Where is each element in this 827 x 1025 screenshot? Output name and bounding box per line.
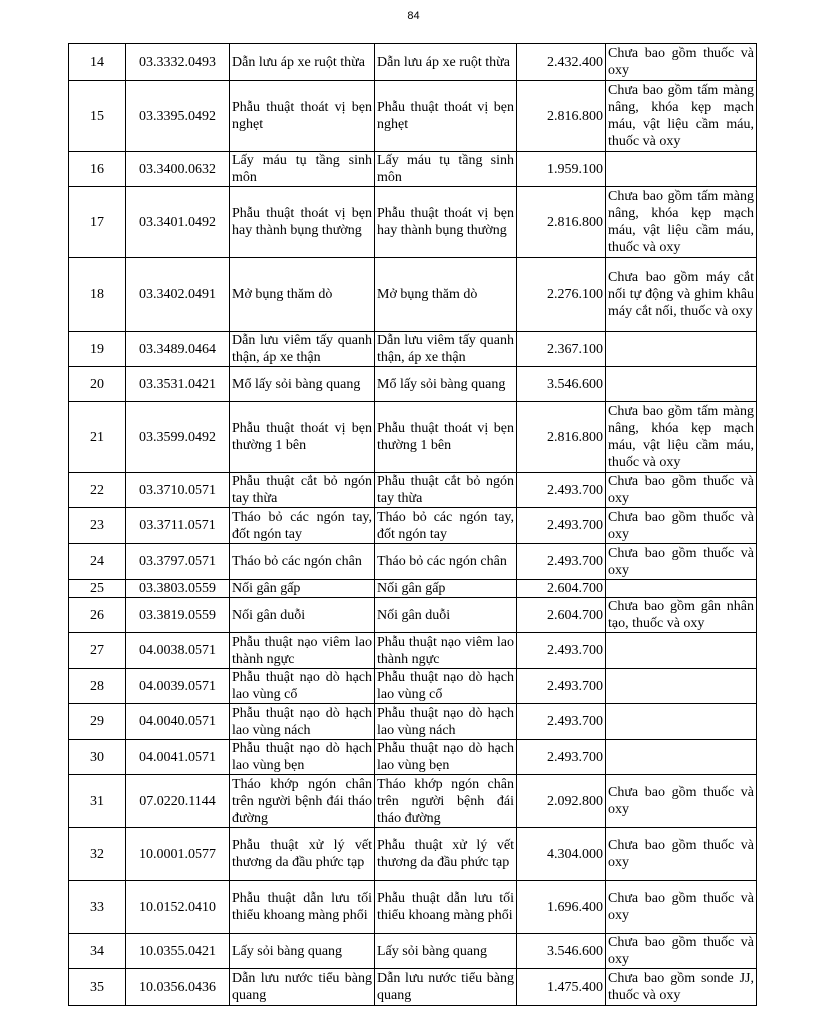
service-code-cell: 07.0220.1144 (126, 775, 230, 828)
service-name-approved-cell: Tháo bỏ các ngón chân (375, 544, 517, 580)
service-code-cell: 10.0356.0436 (126, 969, 230, 1006)
service-code-cell: 03.3599.0492 (126, 402, 230, 473)
service-name-approved-cell: Phẫu thuật thoát vị bẹn hay thành bụng thường (375, 187, 517, 258)
service-name-approved-cell: Dẫn lưu viêm tấy quanh thận, áp xe thận (375, 332, 517, 367)
service-name-approved-cell: Tháo khớp ngón chân trên người bệnh đái tháo đường (375, 775, 517, 828)
service-name-approved-cell: Phẫu thuật cắt bỏ ngón tay thừa (375, 473, 517, 508)
price-cell: 2.816.800 (517, 402, 606, 473)
row-number-cell: 24 (69, 544, 126, 580)
note-cell: Chưa bao gồm thuốc và oxy (606, 828, 757, 881)
note-cell: Chưa bao gồm thuốc và oxy (606, 473, 757, 508)
note-cell: Chưa bao gồm thuốc và oxy (606, 508, 757, 544)
service-name-cell: Phẫu thuật thoát vị bẹn nghẹt (230, 81, 375, 152)
service-name-approved-cell: Phẫu thuật nạo dò hạch lao vùng nách (375, 704, 517, 740)
note-cell (606, 332, 757, 367)
note-cell (606, 152, 757, 187)
table-row (69, 580, 757, 598)
table-row (69, 44, 757, 81)
table-row (69, 544, 757, 580)
service-name-cell: Tháo bỏ các ngón chân (230, 544, 375, 580)
table-body (69, 44, 757, 1006)
service-code-cell: 10.0152.0410 (126, 881, 230, 934)
service-code-cell: 03.3400.0632 (126, 152, 230, 187)
price-cell: 1.696.400 (517, 881, 606, 934)
row-number-cell: 22 (69, 473, 126, 508)
note-cell: Chưa bao gồm thuốc và oxy (606, 44, 757, 81)
service-name-approved-cell: Phẫu thuật nạo viêm lao thành ngực (375, 633, 517, 669)
service-name-approved-cell: Tháo bỏ các ngón tay, đốt ngón tay (375, 508, 517, 544)
table-row (69, 367, 757, 402)
row-number-cell: 20 (69, 367, 126, 402)
service-name-approved-cell: Phẫu thuật dẫn lưu tối thiểu khoang màng phổi (375, 881, 517, 934)
note-cell: Chưa bao gồm tấm màng nâng, khóa kẹp mạch máu, vật liệu cầm máu, thuốc và oxy (606, 81, 757, 152)
price-cell: 2.493.700 (517, 473, 606, 508)
price-cell: 1.959.100 (517, 152, 606, 187)
note-cell (606, 580, 757, 598)
service-code-cell: 03.3711.0571 (126, 508, 230, 544)
service-code-cell: 03.3401.0492 (126, 187, 230, 258)
service-name-approved-cell: Mở bụng thăm dò (375, 258, 517, 332)
price-cell: 2.604.700 (517, 580, 606, 598)
price-cell: 2.432.400 (517, 44, 606, 81)
price-cell: 4.304.000 (517, 828, 606, 881)
service-code-cell: 03.3531.0421 (126, 367, 230, 402)
row-number-cell: 34 (69, 934, 126, 969)
row-number-cell: 16 (69, 152, 126, 187)
row-number-cell: 32 (69, 828, 126, 881)
note-cell (606, 669, 757, 704)
price-cell: 2.493.700 (517, 633, 606, 669)
note-cell (606, 633, 757, 669)
service-name-approved-cell: Mổ lấy sỏi bàng quang (375, 367, 517, 402)
price-cell: 3.546.600 (517, 934, 606, 969)
note-cell (606, 367, 757, 402)
service-name-cell: Phẫu thuật nạo viêm lao thành ngực (230, 633, 375, 669)
service-name-approved-cell: Phẫu thuật nạo dò hạch lao vùng bẹn (375, 740, 517, 775)
service-name-approved-cell: Phẫu thuật nạo dò hạch lao vùng cổ (375, 669, 517, 704)
price-cell: 2.493.700 (517, 508, 606, 544)
service-code-cell: 03.3710.0571 (126, 473, 230, 508)
table-row (69, 704, 757, 740)
row-number-cell: 15 (69, 81, 126, 152)
note-cell: Chưa bao gồm tấm màng nâng, khóa kẹp mạch máu, vật liệu cầm máu, thuốc và oxy (606, 187, 757, 258)
service-name-cell: Phẫu thuật thoát vị bẹn hay thành bụng thường (230, 187, 375, 258)
service-name-cell: Mổ lấy sỏi bàng quang (230, 367, 375, 402)
row-number-cell: 19 (69, 332, 126, 367)
row-number-cell: 31 (69, 775, 126, 828)
note-cell: Chưa bao gồm máy cắt nối tự động và ghim khâu máy cắt nối, thuốc và oxy (606, 258, 757, 332)
page-number: 84 (407, 10, 420, 22)
service-code-cell: 04.0039.0571 (126, 669, 230, 704)
table-row (69, 187, 757, 258)
price-cell: 2.816.800 (517, 187, 606, 258)
table-row (69, 669, 757, 704)
service-name-approved-cell: Nối gân duỗi (375, 598, 517, 633)
note-cell: Chưa bao gồm thuốc và oxy (606, 881, 757, 934)
service-name-cell: Phẫu thuật nạo dò hạch lao vùng cổ (230, 669, 375, 704)
note-cell (606, 740, 757, 775)
row-number-cell: 25 (69, 580, 126, 598)
price-cell: 2.493.700 (517, 704, 606, 740)
service-name-cell: Mở bụng thăm dò (230, 258, 375, 332)
price-cell: 2.367.100 (517, 332, 606, 367)
row-number-cell: 29 (69, 704, 126, 740)
price-cell: 2.493.700 (517, 544, 606, 580)
table-row (69, 258, 757, 332)
service-name-cell: Lấy sỏi bàng quang (230, 934, 375, 969)
service-name-cell: Lấy máu tụ tầng sinh môn (230, 152, 375, 187)
service-code-cell: 03.3395.0492 (126, 81, 230, 152)
row-number-cell: 30 (69, 740, 126, 775)
table-row (69, 775, 757, 828)
note-cell: Chưa bao gồm sonde JJ, thuốc và oxy (606, 969, 757, 1006)
row-number-cell: 23 (69, 508, 126, 544)
service-name-cell: Nối gân gấp (230, 580, 375, 598)
table-row (69, 828, 757, 881)
service-name-approved-cell: Phẫu thuật thoát vị bẹn nghẹt (375, 81, 517, 152)
service-code-cell: 04.0040.0571 (126, 704, 230, 740)
table-row (69, 598, 757, 633)
note-cell (606, 704, 757, 740)
note-cell: Chưa bao gồm thuốc và oxy (606, 775, 757, 828)
table-row (69, 633, 757, 669)
service-name-cell: Phẫu thuật thoát vị bẹn thường 1 bên (230, 402, 375, 473)
price-cell: 2.092.800 (517, 775, 606, 828)
service-name-cell: Dẫn lưu nước tiểu bàng quang (230, 969, 375, 1006)
service-code-cell: 03.3819.0559 (126, 598, 230, 633)
service-name-cell: Phẫu thuật nạo dò hạch lao vùng nách (230, 704, 375, 740)
row-number-cell: 27 (69, 633, 126, 669)
service-name-approved-cell: Phẫu thuật thoát vị bẹn thường 1 bên (375, 402, 517, 473)
row-number-cell: 21 (69, 402, 126, 473)
service-code-cell: 03.3489.0464 (126, 332, 230, 367)
price-cell: 2.493.700 (517, 669, 606, 704)
note-cell: Chưa bao gồm tấm màng nâng, khóa kẹp mạch máu, vật liệu cầm máu, thuốc và oxy (606, 402, 757, 473)
price-cell: 2.493.700 (517, 740, 606, 775)
price-cell: 2.604.700 (517, 598, 606, 633)
table-row (69, 152, 757, 187)
service-name-approved-cell: Lấy sỏi bàng quang (375, 934, 517, 969)
table-row (69, 81, 757, 152)
service-name-cell: Phẫu thuật nạo dò hạch lao vùng bẹn (230, 740, 375, 775)
service-code-cell: 03.3797.0571 (126, 544, 230, 580)
row-number-cell: 14 (69, 44, 126, 81)
row-number-cell: 18 (69, 258, 126, 332)
note-cell: Chưa bao gồm gân nhân tạo, thuốc và oxy (606, 598, 757, 633)
service-name-cell: Tháo bỏ các ngón tay, đốt ngón tay (230, 508, 375, 544)
service-name-cell: Dẫn lưu viêm tấy quanh thận, áp xe thận (230, 332, 375, 367)
price-cell: 1.475.400 (517, 969, 606, 1006)
service-name-cell: Phẫu thuật dẫn lưu tối thiểu khoang màng phổi (230, 881, 375, 934)
service-code-cell: 03.3402.0491 (126, 258, 230, 332)
service-name-cell: Nối gân duỗi (230, 598, 375, 633)
service-name-cell: Tháo khớp ngón chân trên người bệnh đái tháo đường (230, 775, 375, 828)
row-number-cell: 33 (69, 881, 126, 934)
note-cell: Chưa bao gồm thuốc và oxy (606, 934, 757, 969)
row-number-cell: 28 (69, 669, 126, 704)
service-name-approved-cell: Dẫn lưu áp xe ruột thừa (375, 44, 517, 81)
service-name-cell: Phẫu thuật cắt bỏ ngón tay thừa (230, 473, 375, 508)
table-row (69, 934, 757, 969)
price-cell: 3.546.600 (517, 367, 606, 402)
service-name-approved-cell: Lấy máu tụ tầng sinh môn (375, 152, 517, 187)
service-code-cell: 10.0355.0421 (126, 934, 230, 969)
service-code-cell: 10.0001.0577 (126, 828, 230, 881)
service-name-approved-cell: Dẫn lưu nước tiểu bàng quang (375, 969, 517, 1006)
table-row (69, 508, 757, 544)
note-cell: Chưa bao gồm thuốc và oxy (606, 544, 757, 580)
service-name-cell: Phẫu thuật xử lý vết thương da đầu phức tạp (230, 828, 375, 881)
price-cell: 2.816.800 (517, 81, 606, 152)
table-row (69, 881, 757, 934)
table-row (69, 332, 757, 367)
service-code-cell: 03.3332.0493 (126, 44, 230, 81)
table-row (69, 473, 757, 508)
service-name-cell: Dẫn lưu áp xe ruột thừa (230, 44, 375, 81)
row-number-cell: 35 (69, 969, 126, 1006)
price-table (68, 43, 757, 1006)
row-number-cell: 17 (69, 187, 126, 258)
service-code-cell: 04.0041.0571 (126, 740, 230, 775)
service-name-approved-cell: Nối gân gấp (375, 580, 517, 598)
table-row (69, 969, 757, 1006)
service-code-cell: 03.3803.0559 (126, 580, 230, 598)
table-row (69, 402, 757, 473)
service-code-cell: 04.0038.0571 (126, 633, 230, 669)
row-number-cell: 26 (69, 598, 126, 633)
price-cell: 2.276.100 (517, 258, 606, 332)
table-row (69, 740, 757, 775)
service-name-approved-cell: Phẫu thuật xử lý vết thương da đầu phức tạp (375, 828, 517, 881)
